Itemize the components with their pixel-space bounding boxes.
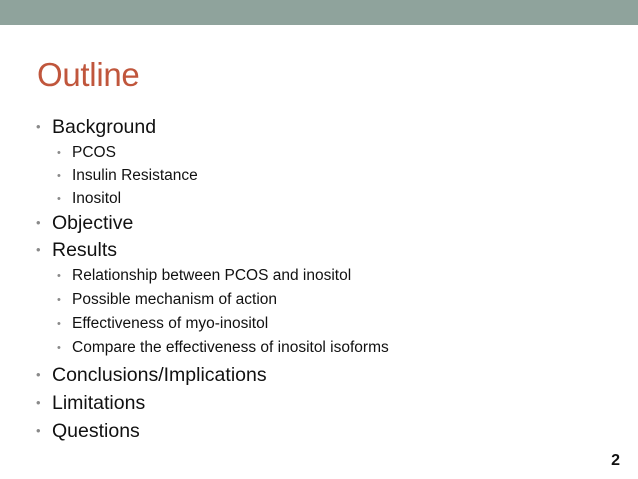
outline-item-label: PCOS — [72, 144, 116, 161]
outline-subitem-mechanism — [57, 290, 278, 310]
outline-subitem-inositol — [57, 189, 122, 209]
outline-item-label: Insulin Resistance — [72, 167, 198, 184]
outline-item-label: Background — [52, 116, 157, 138]
bullet-icon: • — [57, 170, 61, 182]
outline-item-limitations — [36, 391, 146, 415]
outline-item-label: Limitations — [52, 392, 146, 414]
bullet-icon: • — [57, 270, 61, 282]
outline-item-questions — [36, 419, 140, 443]
outline-item-label: Questions — [52, 420, 140, 442]
outline-subitem-effectiveness — [57, 314, 269, 334]
outline-item-label: Conclusions/Implications — [52, 364, 267, 386]
outline-subitem-relationship — [57, 266, 352, 286]
outline-subitem-insulin-resistance — [57, 166, 198, 186]
outline-item-label: Possible mechanism of action — [72, 291, 278, 308]
bullet-icon: • — [57, 193, 61, 205]
outline-subitem-pcos — [57, 143, 116, 163]
bullet-icon: • — [57, 147, 61, 159]
slide-title: Outline — [37, 56, 140, 93]
outline-item-label: Inositol — [72, 190, 122, 207]
outline-item-label: Compare the effectiveness of inositol isoforms — [72, 339, 389, 356]
bullet-icon: • — [57, 294, 61, 306]
bullet-icon: • — [36, 215, 41, 230]
page-number: 2 — [611, 452, 620, 469]
bullet-icon: • — [57, 318, 61, 330]
outline-item-conclusions — [36, 363, 267, 387]
outline-item-results — [36, 238, 118, 262]
outline-item-background — [36, 115, 157, 139]
bullet-icon: • — [36, 423, 41, 438]
outline-subitem-compare-isoforms — [57, 338, 389, 358]
outline-item-label: Results — [52, 239, 118, 261]
bullet-icon: • — [57, 342, 61, 354]
bullet-icon: • — [36, 242, 41, 257]
bullet-icon: • — [36, 367, 41, 382]
bullet-icon: • — [36, 395, 41, 410]
outline-item-label: Effectiveness of myo-inositol — [72, 315, 269, 332]
outline-item-label: Relationship between PCOS and inositol — [72, 267, 352, 284]
outline-item-objective — [36, 211, 134, 235]
bullet-icon: • — [36, 119, 41, 134]
outline-item-label: Objective — [52, 212, 134, 234]
